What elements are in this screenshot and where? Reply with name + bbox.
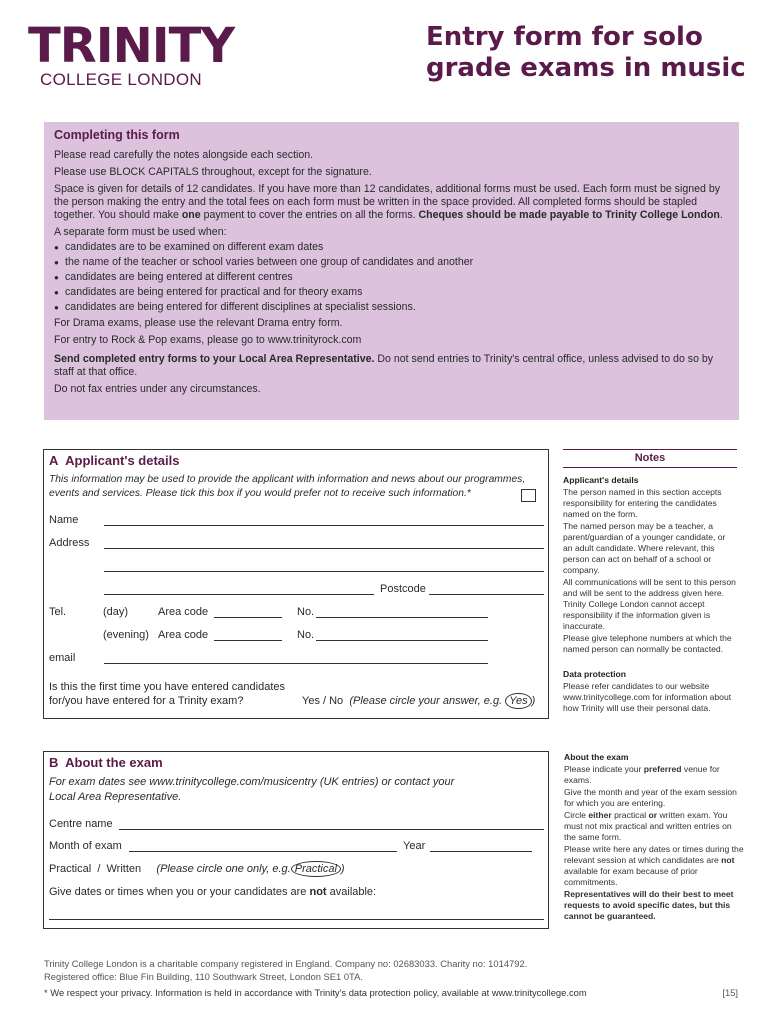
notes-exam-p3: Circle either practical or written exam. You must not mix practical and written entries on the same form. xyxy=(564,810,732,842)
notes-column xyxy=(563,449,737,715)
address-field-1[interactable] xyxy=(104,548,544,549)
address-label: Address xyxy=(49,537,90,549)
centre-name-field[interactable] xyxy=(119,829,544,830)
separate-form-list xyxy=(54,241,729,314)
postcode-field[interactable] xyxy=(429,594,544,595)
page-title-line2: grade exams in music xyxy=(426,53,746,83)
unavailable-dates-label: Give dates or times when you or your candidates are not available: xyxy=(49,886,377,898)
completing-p7: Send completed entry forms to your Local Area Representative. Do not send entries to Trinity's central office, unless advised to do so by staff at that office. xyxy=(54,353,714,378)
completing-p5: For Drama exams, please use the relevant Drama entry form. xyxy=(54,317,343,329)
first-time-line1: Is this the first time you have entered candidates xyxy=(49,681,286,693)
email-field[interactable] xyxy=(104,663,488,664)
list-item: ● the name of the teacher or school varies between one group of candidates and another xyxy=(54,256,729,269)
tel-day-field[interactable] xyxy=(316,617,488,618)
no-day-label: No. xyxy=(297,606,315,618)
notes-exam-title: About the exam xyxy=(564,752,629,762)
completing-p6: For entry to Rock & Pop exams, please go to www.trinityrock.com xyxy=(54,334,362,346)
exam-dates-info-line2: Local Area Representative. xyxy=(49,791,182,803)
notes-applicant-p4: Please give telephone numbers at which the named person can normally be contacted. xyxy=(563,633,732,654)
day-label: (day) xyxy=(103,606,129,618)
address-field-3[interactable] xyxy=(104,594,374,595)
area-code-day-label: Area code xyxy=(158,606,209,618)
trinity-logo xyxy=(28,18,268,90)
section-a-heading: A Applicant's details xyxy=(49,453,180,468)
postcode-label: Postcode xyxy=(380,583,426,595)
logo-subtitle: COLLEGE LONDON xyxy=(40,70,202,89)
completing-p1: Please read carefully the notes alongside each section. xyxy=(54,149,314,161)
list-item: ● candidates are being entered at different centres xyxy=(54,271,729,284)
privacy-info-line2: events and services. Please tick this box if you would prefer not to receive such information.* xyxy=(49,488,471,499)
email-label: email xyxy=(49,652,76,664)
logo-wordmark: TRINITY xyxy=(28,18,235,74)
notes-dp-para: Please refer candidates to our website www.trinitycollege.com for information about how Trinity will use their personal data. xyxy=(563,681,732,713)
notes-exam-p1: Please indicate your preferred venue for exams. xyxy=(564,764,720,785)
privacy-info-line1: This information may be used to provide the applicant with information and news about our programmes, xyxy=(49,474,526,485)
list-item: ● candidates are being entered for practical and for theory exams xyxy=(54,286,729,299)
notes-exam-p5: Representatives will do their best to meet requests to avoid specific dates, but this cannot be guaranteed. xyxy=(564,889,734,921)
footer-privacy: * We respect your privacy. Information is held in accordance with Trinity's data protection policy, available at www.trinitycollege.com xyxy=(44,987,587,998)
notes-applicant-title: Applicant's details xyxy=(563,475,639,485)
month-field[interactable] xyxy=(129,851,397,852)
completing-heading: Completing this form xyxy=(54,128,180,142)
page-title-line1: Entry form for solo xyxy=(426,22,703,52)
notes-exam-p2: Give the month and year of the exam session for which you are entering. xyxy=(564,787,737,808)
notes-dp-title: Data protection xyxy=(563,669,627,679)
page-number: [15] xyxy=(722,987,738,998)
completing-p3: Space is given for details of 12 candidates. If you have more than 12 candidates, additional forms must be used. Each form must be signed by the person making the entry and the total fees on each form must be written in the space provided. All completed forms should be stapled together. You should make one payment to cover the entries on all the forms. Cheques should be made payable to Trinity College London. xyxy=(54,183,723,221)
opt-out-checkbox[interactable] xyxy=(521,489,536,502)
tel-evening-field[interactable] xyxy=(316,640,488,641)
list-item: ● candidates are being entered for different disciplines at specialist sessions. xyxy=(54,301,729,314)
notes-exam-p4: Please write here any dates or times during the relevant session at which candidates are not available for exam because of prior commitments. xyxy=(564,844,744,887)
name-field[interactable] xyxy=(104,525,544,526)
completing-form-box xyxy=(44,122,739,420)
month-label: Month of exam xyxy=(49,840,122,852)
name-label: Name xyxy=(49,514,79,526)
footer-line2: Registered office: Blue Fin Building, 110 Southwark Street, London SE1 0TA. xyxy=(44,971,363,982)
unavailable-dates-field[interactable] xyxy=(49,919,544,920)
section-a-applicant xyxy=(43,449,549,719)
notes-exam xyxy=(564,752,744,923)
notes-heading: Notes xyxy=(563,449,737,468)
completing-p8: Do not fax entries under any circumstances. xyxy=(54,383,261,395)
address-field-2[interactable] xyxy=(104,571,544,572)
exam-dates-info-line1: For exam dates see www.trinitycollege.com/musicentry (UK entries) or contact your xyxy=(49,776,455,788)
completing-p4: A separate form must be used when: xyxy=(54,226,227,238)
no-evening-label: No. xyxy=(297,629,315,641)
notes-applicant-p3: All communications will be sent to this person and will be sent to the address given here. Trinity College London cannot accept responsibility if the information given is inaccurate. xyxy=(563,577,736,631)
year-field[interactable] xyxy=(430,851,532,852)
section-b-heading: B About the exam xyxy=(49,755,163,770)
evening-label: (evening) xyxy=(103,629,149,641)
list-item: ● candidates are to be examined on different exam dates xyxy=(54,241,729,254)
notes-applicant-p1: The person named in this section accepts responsibility for entering the candidates named on the form. xyxy=(563,487,722,519)
page-title xyxy=(426,22,756,84)
footer-line1: Trinity College London is a charitable company registered in England. Company no: 02683033. Charity no: 1014792. xyxy=(44,958,528,969)
area-code-day-field[interactable] xyxy=(214,617,282,618)
tel-label: Tel. xyxy=(49,606,67,618)
centre-name-label: Centre name xyxy=(49,818,113,830)
notes-applicant-p2: The named person may be a teacher, a parent/guardian of a younger candidate, or an adult candidate. Where relevant, this person can act on behalf of a school or company. xyxy=(563,521,726,575)
exam-type-choice[interactable]: Practical / Written (Please circle one only, e.g. Practical ) xyxy=(49,863,345,875)
area-code-evening-field[interactable] xyxy=(214,640,282,641)
year-label: Year xyxy=(403,840,426,852)
section-b-exam xyxy=(43,751,549,929)
yes-no-choice[interactable]: Yes / No (Please circle your answer, e.g. Yes ) xyxy=(302,695,536,707)
completing-p2: Please use BLOCK CAPITALS throughout, except for the signature. xyxy=(54,166,372,178)
first-time-line2: for/you have entered for a Trinity exam? xyxy=(49,695,244,707)
area-code-evening-label: Area code xyxy=(158,629,209,641)
